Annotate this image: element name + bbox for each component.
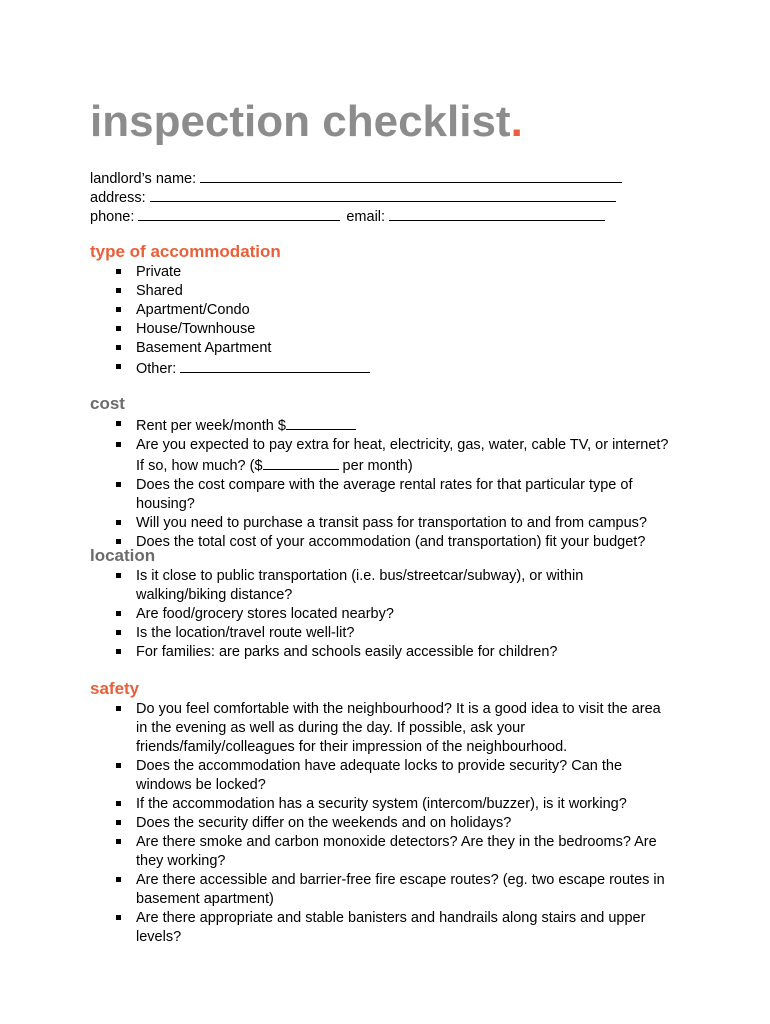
- contact-fields: [90, 168, 622, 225]
- safety-heading: safety: [90, 679, 140, 698]
- item-text: Is it close to public transportation (i.e. bus/streetcar/subway), or within walking/biking distance?: [136, 568, 584, 603]
- item-text: Other:: [136, 361, 177, 377]
- list-item: [90, 320, 676, 339]
- item-text: For families: are parks and schools easily accessible for children?: [136, 644, 558, 660]
- list-item: [90, 795, 676, 814]
- item-text: Rent per week/month $: [136, 418, 286, 434]
- square-bullet-icon: [116, 364, 121, 369]
- list-item: [90, 514, 676, 533]
- safety-list: [90, 700, 676, 947]
- section-location: [90, 545, 676, 662]
- item-text: Does the total cost of your accommodation (and transportation) fit your budget?: [136, 534, 646, 550]
- list-item: [90, 358, 676, 379]
- item-text: Is the location/travel route well-lit?: [136, 625, 355, 641]
- list-item: [90, 757, 676, 795]
- item-text: Are there appropriate and stable banisters and handrails along stairs and upper levels?: [136, 910, 646, 945]
- list-item: [90, 871, 676, 909]
- list-item: [90, 567, 676, 605]
- rent-blank[interactable]: [286, 415, 356, 430]
- list-item: [90, 436, 676, 476]
- email-blank[interactable]: [389, 206, 605, 221]
- extra-cost-blank[interactable]: [263, 455, 339, 470]
- square-bullet-icon: [116, 288, 121, 293]
- square-bullet-icon: [116, 820, 121, 825]
- item-text: Shared: [136, 283, 183, 299]
- phone-blank[interactable]: [138, 206, 340, 221]
- square-bullet-icon: [116, 326, 121, 331]
- item-text: Does the security differ on the weekends and on holidays?: [136, 815, 512, 831]
- square-bullet-icon: [116, 611, 121, 616]
- square-bullet-icon: [116, 763, 121, 768]
- item-text: Does the accommodation have adequate locks to provide security? Can the windows be locked?: [136, 758, 623, 793]
- address-label: address:: [90, 190, 146, 206]
- square-bullet-icon: [116, 877, 121, 882]
- item-text: Apartment/Condo: [136, 302, 250, 318]
- location-list: [90, 567, 676, 662]
- location-heading: location: [90, 546, 156, 565]
- page-title: [90, 92, 523, 152]
- phone-email-row: [90, 206, 622, 225]
- list-item: [90, 814, 676, 833]
- list-item: [90, 476, 676, 514]
- list-item: [90, 415, 676, 436]
- item-text: Does the cost compare with the average rental rates for that particular type of housing?: [136, 477, 633, 512]
- item-text-suffix: per month): [338, 458, 413, 474]
- square-bullet-icon: [116, 649, 121, 654]
- square-bullet-icon: [116, 442, 121, 447]
- square-bullet-icon: [116, 801, 121, 806]
- square-bullet-icon: [116, 539, 121, 544]
- square-bullet-icon: [116, 269, 121, 274]
- landlord-label: landlord’s name:: [90, 171, 197, 187]
- item-text: Are there smoke and carbon monoxide detectors? Are they in the bedrooms? Are they working?: [136, 834, 657, 869]
- title-text: inspection checklist: [90, 97, 511, 146]
- square-bullet-icon: [116, 482, 121, 487]
- list-item: [90, 339, 676, 358]
- address-field-row: [90, 187, 622, 206]
- landlord-name-blank[interactable]: [200, 168, 622, 183]
- accommodation-list: [90, 263, 676, 379]
- square-bullet-icon: [116, 307, 121, 312]
- square-bullet-icon: [116, 520, 121, 525]
- item-text: Are you expected to pay extra for heat, electricity, gas, water, cable TV, or internet? If so, how much? ($: [136, 437, 669, 474]
- accommodation-heading: type of accommodation: [90, 242, 281, 261]
- cost-heading: cost: [90, 394, 125, 413]
- cost-list: [90, 415, 676, 552]
- item-text: If the accommodation has a security system (intercom/buzzer), is it working?: [136, 796, 627, 812]
- item-text: Will you need to purchase a transit pass for transportation to and from campus?: [136, 515, 647, 531]
- square-bullet-icon: [116, 421, 121, 426]
- address-blank[interactable]: [150, 187, 616, 202]
- square-bullet-icon: [116, 839, 121, 844]
- square-bullet-icon: [116, 573, 121, 578]
- section-cost: [90, 393, 676, 552]
- list-item: [90, 624, 676, 643]
- item-text: Do you feel comfortable with the neighbourhood? It is a good idea to visit the area in the evening as well as during the day. If possible, ask your friends/family/colleagues for their impression of the neighbourhood.: [136, 701, 661, 755]
- list-item: [90, 700, 676, 757]
- square-bullet-icon: [116, 345, 121, 350]
- list-item: [90, 282, 676, 301]
- list-item: [90, 605, 676, 624]
- email-label: email:: [346, 209, 386, 225]
- landlord-field-row: [90, 168, 622, 187]
- square-bullet-icon: [116, 915, 121, 920]
- section-safety: [90, 678, 676, 947]
- section-accommodation: [90, 241, 676, 379]
- item-text: Are there accessible and barrier-free fire escape routes? (eg. two escape routes in basement apartment): [136, 872, 665, 907]
- square-bullet-icon: [116, 630, 121, 635]
- item-text: Are food/grocery stores located nearby?: [136, 606, 394, 622]
- list-item: [90, 643, 676, 662]
- list-item: [90, 301, 676, 320]
- title-dot: .: [510, 97, 523, 146]
- item-text: House/Townhouse: [136, 321, 256, 337]
- square-bullet-icon: [116, 706, 121, 711]
- list-item: [90, 263, 676, 282]
- other-blank[interactable]: [180, 358, 370, 373]
- item-text: Private: [136, 264, 182, 280]
- list-item: [90, 909, 676, 947]
- list-item: [90, 833, 676, 871]
- phone-label: phone:: [90, 209, 135, 225]
- item-text: Basement Apartment: [136, 340, 272, 356]
